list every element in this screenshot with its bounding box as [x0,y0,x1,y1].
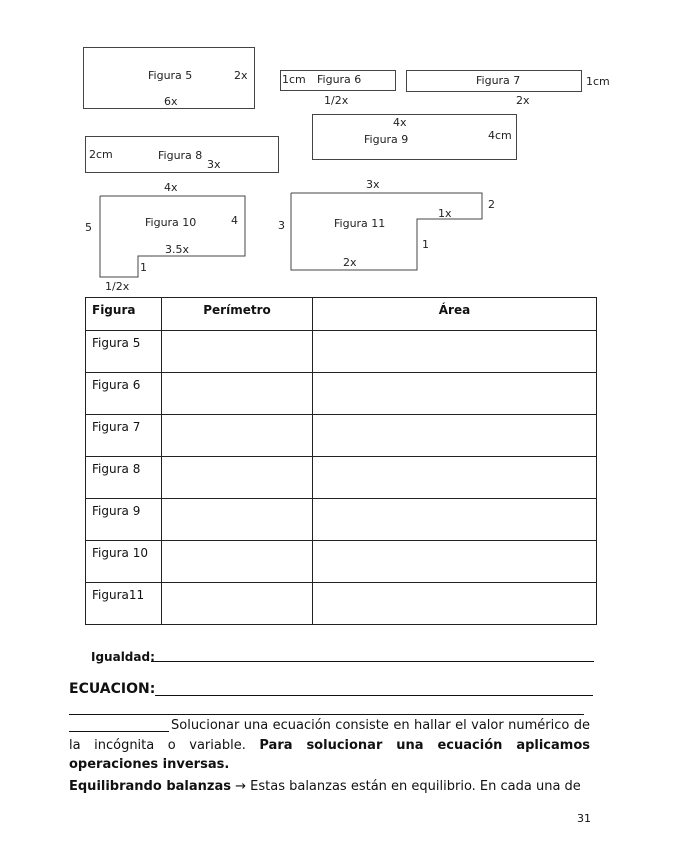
figure-11-left: 3 [278,219,285,232]
area-cell[interactable] [313,373,597,415]
figure-9-right: 4cm [488,129,512,142]
figure-10-inner-bottom: 3.5x [165,243,190,256]
blank-answer-line[interactable] [69,700,584,715]
figure-11-bottom: 2x [343,256,357,269]
area-cell[interactable] [313,541,597,583]
figure-5-name: Figura 5 [148,69,193,82]
table-row [86,583,597,625]
table-row [86,457,597,499]
row-label: Figura11 [86,583,162,625]
row-label: Figura 5 [86,331,162,373]
ecuacion-label: ECUACION: [69,681,156,697]
row-label: Figura 8 [86,457,162,499]
figure-9-top: 4x [393,116,407,129]
ecuacion-answer-line[interactable] [155,681,593,696]
figure-10-left: 5 [85,221,92,234]
figure-8-bottom: 3x [207,158,221,171]
figure-6-bottom: 1/2x [324,94,349,107]
figure-10-name: Figura 10 [145,216,197,229]
figure-11-right: 2 [488,198,495,211]
igualdad-answer-line[interactable] [151,648,594,662]
perimeter-cell[interactable] [162,499,313,541]
igualdad-label: Igualdad: [91,650,155,664]
area-cell[interactable] [313,457,597,499]
figure-7-bottom: 2x [516,94,530,107]
header-perimetro: Perímetro [162,298,313,331]
row-label: Figura 6 [86,373,162,415]
table-row [86,415,597,457]
table-row [86,331,597,373]
figure-10-bottom: 1/2x [105,280,130,293]
table-row [86,541,597,583]
header-figura: Figura [86,298,162,331]
equation-definition-paragraph [69,716,590,775]
perimeter-cell[interactable] [162,415,313,457]
table-row [86,499,597,541]
area-cell[interactable] [313,415,597,457]
header-area: Área [313,298,597,331]
row-label: Figura 7 [86,415,162,457]
row-label: Figura 9 [86,499,162,541]
table-header-row [86,298,597,331]
area-cell[interactable] [313,583,597,625]
figure-6-name: Figura 6 [317,73,362,86]
figure-11-name: Figura 11 [334,217,386,230]
perimeter-cell[interactable] [162,457,313,499]
perimeter-cell[interactable] [162,331,313,373]
figure-10-right: 4 [231,214,238,227]
figure-8-name: Figura 8 [158,149,203,162]
figure-10-step: 1 [140,261,147,274]
balances-heading: Equilibrando balanzas [69,779,231,794]
figure-11-step: 1 [422,238,429,251]
table-row [86,373,597,415]
figure-11-inner-top: 1x [438,207,452,220]
figure-7-right: 1cm [586,75,610,88]
figure-5-bottom: 6x [164,95,178,108]
figure-9 [312,114,517,160]
balances-paragraph [69,777,590,797]
page-number: 31 [577,812,591,825]
area-cell[interactable] [313,499,597,541]
balances-text: Estas balanzas están en equilibrio. En cada una de [246,779,581,794]
figure-9-name: Figura 9 [364,133,409,146]
row-label: Figura 10 [86,541,162,583]
inverse-operations-text: Para solucionar una ecuación aplicamos operaciones inversas. [69,737,590,772]
figure-5-side: 2x [234,69,248,82]
figure-11-top: 3x [366,178,380,191]
perimeter-cell[interactable] [162,373,313,415]
figure-8-left: 2cm [89,148,113,161]
perimeter-cell[interactable] [162,541,313,583]
area-cell[interactable] [313,331,597,373]
arrow-right-icon: → [235,779,247,794]
perimeter-cell[interactable] [162,583,313,625]
figure-10-top: 4x [164,181,178,194]
figure-7-name: Figura 7 [476,74,521,87]
perimeter-area-table [85,297,597,625]
definition-text: Solucionar una ecuación consiste en hallar el valor numérico de la incógnita o variable. [69,718,590,753]
figure-6-left: 1cm [282,73,306,86]
